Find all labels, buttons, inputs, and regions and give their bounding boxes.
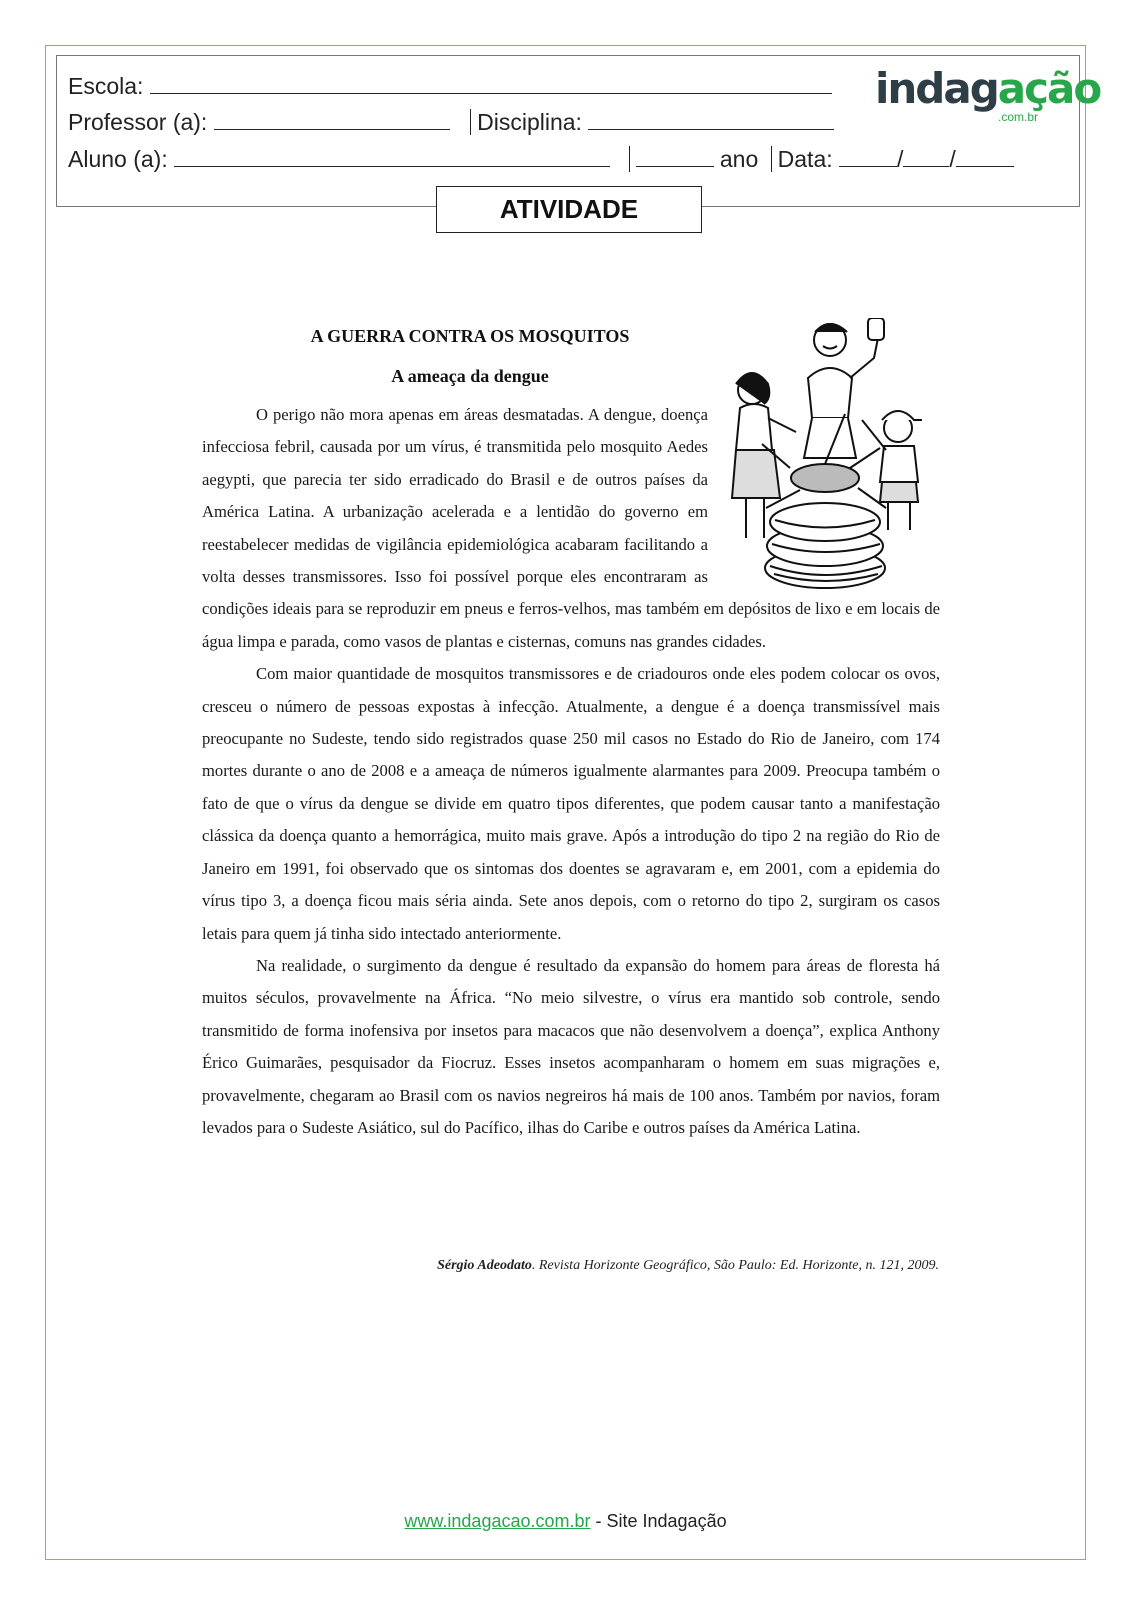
article-paragraph: O perigo não mora apenas em áreas desmatadas. A dengue, doença infecciosa febril, causada por um vírus, é transmitida pelo mosquito Aedes aegypti, que parecia ter sido erradicado do Brasil e de outros países da América Latina. A urbanização acelerada e a lentidão do governo em reestabelecer medidas de vigilância epidemiológica acabaram facilitando a volta desses transmissores. Isso foi possível porque eles encontraram as condições ideais para se reproduzir em pneus e ferros-velhos, mas também em depósitos de lixo e em locais de água limpa e parada, como vasos de plantas e cisternas, comuns nas grandes cidades. xyxy=(202,405,940,651)
indagacao-logo xyxy=(875,64,1101,132)
teacher-field[interactable] xyxy=(214,109,450,130)
footer xyxy=(0,1511,1131,1532)
date-day-field[interactable] xyxy=(839,146,897,167)
citation-source: . Revista Horizonte Geográfico, São Paulo: Ed. Horizonte, n. 121, 2009. xyxy=(531,1258,939,1273)
article-title: A GUERRA CONTRA OS MOSQUITOS xyxy=(310,326,630,346)
school-field[interactable] xyxy=(150,73,832,94)
teacher-row xyxy=(68,108,834,136)
article-body xyxy=(202,399,940,1144)
student-field[interactable] xyxy=(174,146,610,167)
activity-title: ATIVIDADE xyxy=(436,186,702,233)
school-row xyxy=(68,72,832,100)
date-separator: / xyxy=(949,146,956,172)
divider xyxy=(629,146,630,172)
logo-text-dark: indag xyxy=(875,64,998,113)
subject-field[interactable] xyxy=(588,109,834,130)
date-year-field[interactable] xyxy=(956,146,1014,167)
article-paragraph: Com maior quantidade de mosquitos transmissores e de criadouros onde eles podem colocar os ovos, cresceu o número de pessoas expostas à infecção. Atualmente, a dengue é a doença transmissível mais preocupante no Sudeste, tendo sido registrados quase 250 mil casos no Estado do Rio de Janeiro, com 174 mortes durante o ano de 2008 e a ameaça de números igualmente alarmantes para 2009. Preocupa também o fato de que o vírus da dengue se divide em quatro tipos diferentes, que podem causar tanto a manifestação clássica da doença quanto a hemorrágica, muito mais grave. Após a introdução do tipo 2 na região do Rio de Janeiro em 1991, foi observado que os sintomas dos doentes se agravaram e, em 2001, com a epidemia do vírus tipo 3, a doença ficou mais séria ainda. Sete anos depois, com o retorno do tipo 2, surgiram os casos letais para quem já tinha sido intectado anteriormente. xyxy=(202,664,940,943)
footer-text: - Site Indagação xyxy=(590,1511,727,1531)
date-separator: / xyxy=(897,146,904,172)
student-label: Aluno (a): xyxy=(68,146,168,172)
logo-domain: .com.br xyxy=(997,110,1038,124)
logo-text-green: ação xyxy=(997,64,1101,113)
date-label: Data: xyxy=(777,146,833,172)
subject-label: Disciplina: xyxy=(477,109,582,135)
divider xyxy=(771,146,772,172)
citation xyxy=(437,1258,939,1274)
article-paragraph: Na realidade, o surgimento da dengue é resultado da expansão do homem para áreas de floresta há muitos séculos, provavelmente na África. “No meio silvestre, o vírus era mantido sob controle, sendo transmitido de forma inofensiva por insetos para macacos que não desenvolvem a doença”, explica Anthony Érico Guimarães, pesquisador da Fiocruz. Esses insetos acompanharam o homem em suas migrações e, provavelmente, chegaram ao Brasil com os navios negreiros há mais de 100 anos. Também por navios, foram levados para o Sudeste Asiático, sul do Pacífico, ilhas do Caribe e outros países da América Latina. xyxy=(202,955,940,1137)
article-subtitle: A ameaça da dengue xyxy=(391,366,549,386)
date-month-field[interactable] xyxy=(903,146,949,167)
footer-site-link[interactable]: www.indagacao.com.br xyxy=(404,1511,591,1531)
year-label: ano xyxy=(719,146,759,172)
year-field[interactable] xyxy=(636,146,714,167)
student-row xyxy=(68,145,1014,173)
teacher-label: Professor (a): xyxy=(68,109,208,135)
citation-author: Sérgio Adeodato xyxy=(437,1258,532,1273)
divider xyxy=(470,109,471,135)
school-label: Escola: xyxy=(68,73,144,99)
